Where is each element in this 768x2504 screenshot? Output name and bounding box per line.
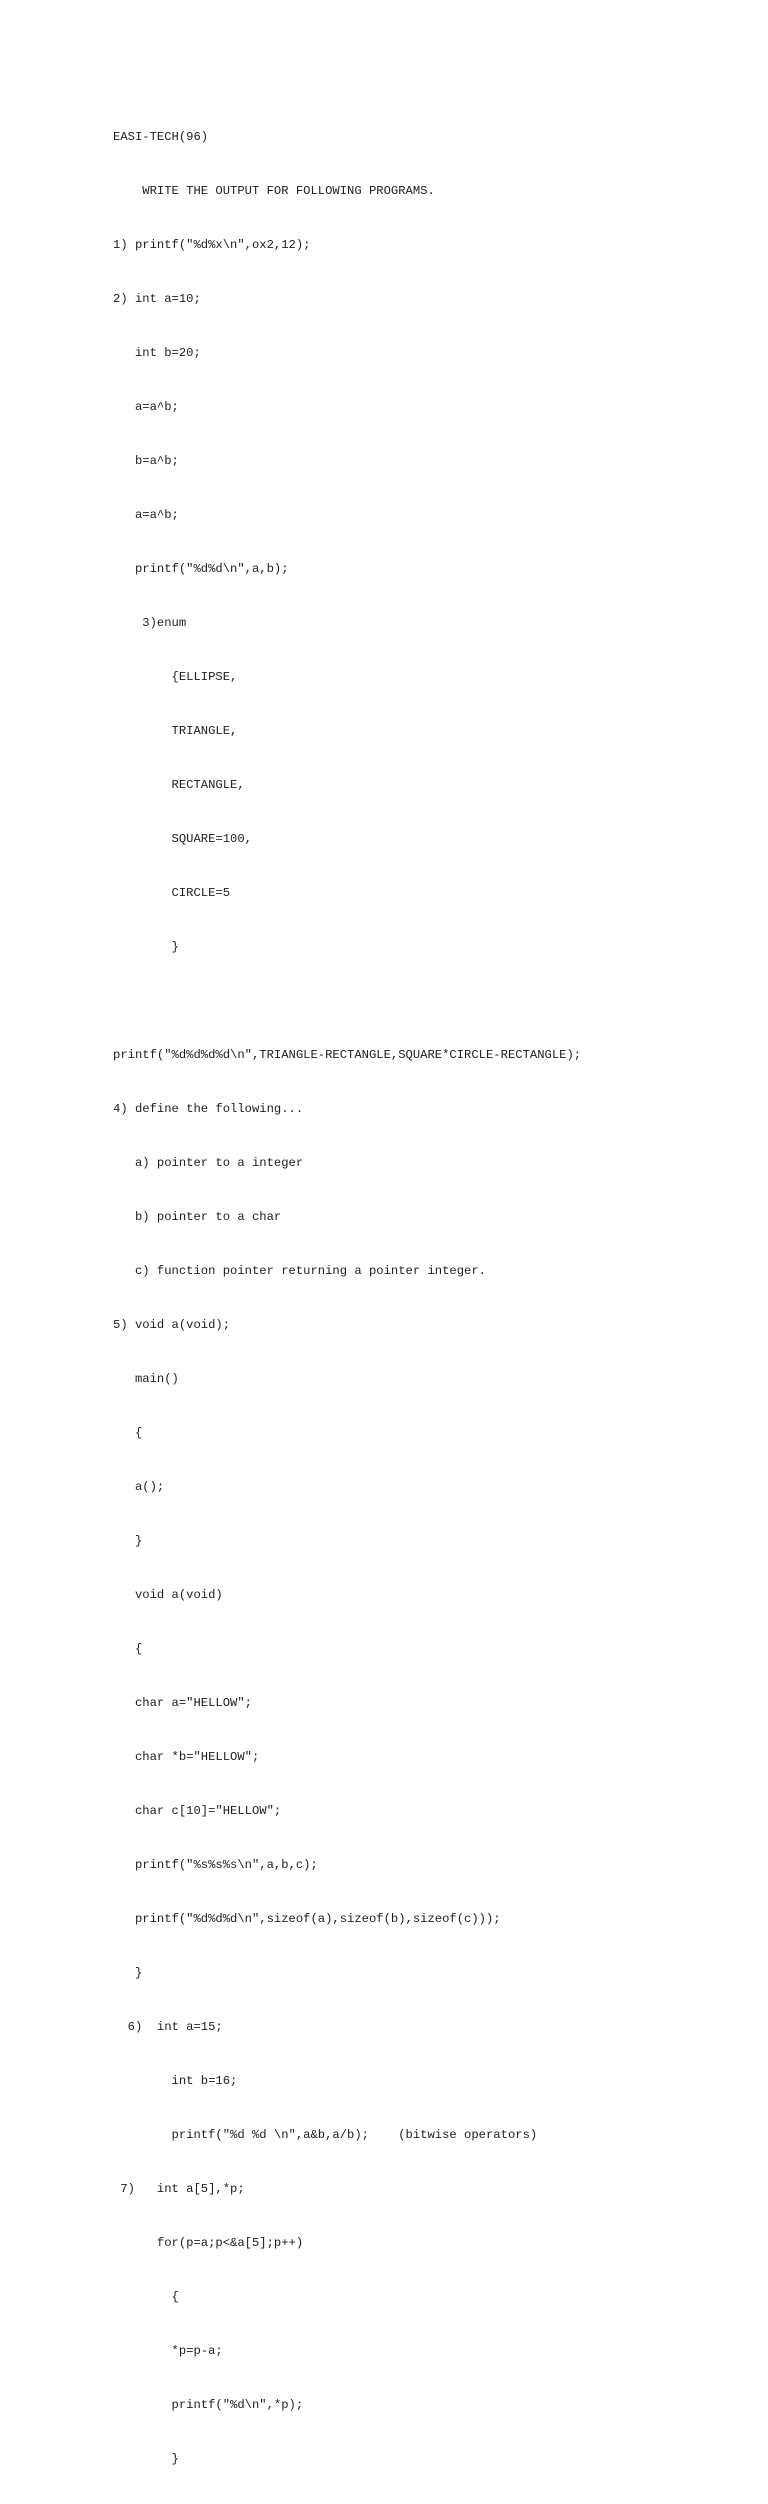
question-7-line: printf("%d\n",*p); — [113, 2398, 304, 2412]
question-5-line: printf("%s%s%s\n",a,b,c); — [113, 1858, 318, 1872]
question-4-line: a) pointer to a integer — [113, 1156, 304, 1170]
question-5-line: a(); — [113, 1480, 165, 1494]
question-3-line: SQUARE=100, — [113, 832, 252, 846]
question-3-line: } — [113, 940, 179, 954]
question-6-line: 6) int a=15; — [113, 2020, 223, 2034]
program-listing — [113, 92, 581, 2504]
question-3-line: printf("%d%d%d%d\n",TRIANGLE-RECTANGLE,SQUARE*CIRCLE-RECTANGLE); — [113, 1048, 582, 1062]
question-7-line: *p=p-a; — [113, 2344, 223, 2358]
question-2-line: a=a^b; — [113, 400, 179, 414]
question-6-line: int b=16; — [113, 2074, 238, 2088]
document-title: EASI-TECH(96) — [113, 130, 209, 144]
question-7-line: 7) int a[5],*p; — [113, 2182, 245, 2196]
question-2-line: a=a^b; — [113, 508, 179, 522]
question-5-line: char *b="HELLOW"; — [113, 1750, 260, 1764]
question-5-line: main() — [113, 1372, 179, 1386]
question-3-line: 3)enum — [113, 616, 187, 630]
question-7-line: { — [113, 2290, 179, 2304]
question-2-line: int b=20; — [113, 346, 201, 360]
question-5-line: } — [113, 1966, 143, 1980]
question-4-line: c) function pointer returning a pointer integer. — [113, 1264, 486, 1278]
question-5-line: char c[10]="HELLOW"; — [113, 1804, 282, 1818]
question-7-line: for(p=a;p<&a[5];p++) — [113, 2236, 304, 2250]
question-3-line: RECTANGLE, — [113, 778, 245, 792]
question-2-line: 2) int a=10; — [113, 292, 201, 306]
question-3-line: TRIANGLE, — [113, 724, 238, 738]
question-2-line: b=a^b; — [113, 454, 179, 468]
question-3-line: {ELLIPSE, — [113, 670, 238, 684]
question-5-line: } — [113, 1534, 143, 1548]
question-2-line: printf("%d%d\n",a,b); — [113, 562, 289, 576]
question-5-line: { — [113, 1642, 143, 1656]
question-4-line: 4) define the following... — [113, 1102, 304, 1116]
question-3-line: CIRCLE=5 — [113, 886, 231, 900]
question-4-line: b) pointer to a char — [113, 1210, 282, 1224]
question-5-line: { — [113, 1426, 143, 1440]
question-7-line: } — [113, 2452, 179, 2466]
question-5-line: 5) void a(void); — [113, 1318, 231, 1332]
instruction-line: WRITE THE OUTPUT FOR FOLLOWING PROGRAMS. — [113, 184, 435, 198]
question-6-line: printf("%d %d \n",a&b,a/b); (bitwise operators) — [113, 2128, 538, 2142]
question-1-line: 1) printf("%d%x\n",ox2,12); — [113, 238, 311, 252]
question-5-line: char a="HELLOW"; — [113, 1696, 252, 1710]
question-5-line: printf("%d%d%d\n",sizeof(a),sizeof(b),sizeof(c))); — [113, 1912, 501, 1926]
blank-line — [113, 992, 581, 1010]
question-5-line: void a(void) — [113, 1588, 223, 1602]
